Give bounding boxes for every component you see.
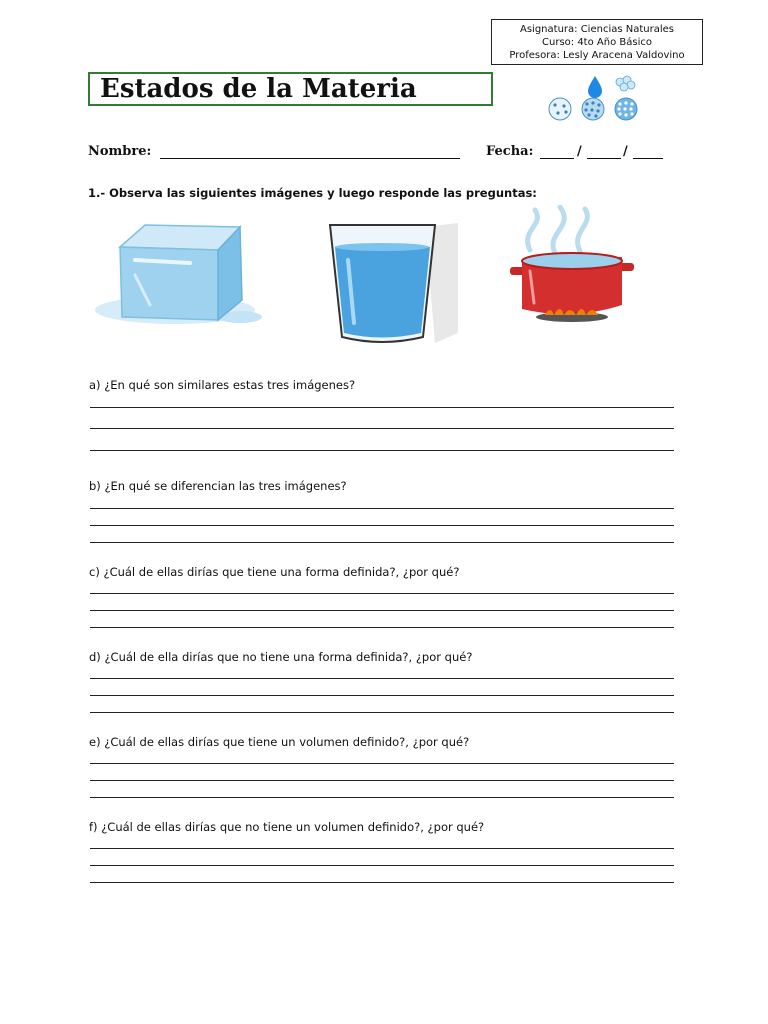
answer-line[interactable] [90, 882, 674, 883]
teacher-text: Profesora: Lesly Aracena Valdovino [509, 50, 685, 61]
answer-line[interactable] [90, 780, 674, 781]
question-a: a) ¿En qué son similares estas tres imágenes? [89, 378, 356, 392]
answer-line[interactable] [90, 508, 674, 509]
date-separator: / [577, 144, 582, 159]
answer-line[interactable] [90, 610, 674, 611]
states-images [90, 205, 650, 355]
question-d: d) ¿Cuál de ella dirías que no tiene una forma definida?, ¿por qué? [89, 650, 473, 664]
question-e: e) ¿Cuál de ellas dirías que tiene un volumen definido?, ¿por qué? [89, 735, 470, 749]
ice-cube-image [95, 225, 262, 324]
name-date-row [88, 144, 678, 164]
answer-line[interactable] [90, 763, 674, 764]
answer-line[interactable] [90, 450, 674, 451]
answer-line[interactable] [90, 865, 674, 866]
date-month-field[interactable] [587, 158, 621, 159]
date-separator: / [623, 144, 628, 159]
answer-line[interactable] [90, 542, 674, 543]
glass-of-water-image [330, 223, 458, 343]
subject-text: Asignatura: Ciencias Naturales [520, 24, 674, 35]
molecule-diagram-icon [540, 72, 650, 124]
answer-line[interactable] [90, 678, 674, 679]
boiling-pot-image [510, 207, 634, 322]
course-text: Curso: 4to Año Básico [542, 37, 652, 48]
question-f: f) ¿Cuál de ellas dirías que no tiene un volumen definido?, ¿por qué? [89, 820, 485, 834]
name-label: Nombre: [88, 144, 152, 159]
name-field[interactable] [160, 158, 460, 159]
answer-line[interactable] [90, 407, 674, 408]
answer-line[interactable] [90, 593, 674, 594]
answer-line[interactable] [90, 797, 674, 798]
question-b: b) ¿En qué se diferencian las tres imágenes? [89, 479, 347, 493]
date-label: Fecha: [486, 144, 534, 159]
answer-line[interactable] [90, 712, 674, 713]
answer-line[interactable] [90, 627, 674, 628]
instruction-text: 1.- Observa las siguientes imágenes y luego responde las preguntas: [88, 186, 537, 200]
question-c: c) ¿Cuál de ellas dirías que tiene una forma definida?, ¿por qué? [89, 565, 460, 579]
answer-line[interactable] [90, 848, 674, 849]
worksheet-title: Estados de la Materia [88, 72, 493, 106]
course-info-box [491, 19, 703, 65]
date-year-field[interactable] [633, 158, 663, 159]
answer-line[interactable] [90, 525, 674, 526]
answer-line[interactable] [90, 695, 674, 696]
date-day-field[interactable] [540, 158, 574, 159]
answer-line[interactable] [90, 428, 674, 429]
